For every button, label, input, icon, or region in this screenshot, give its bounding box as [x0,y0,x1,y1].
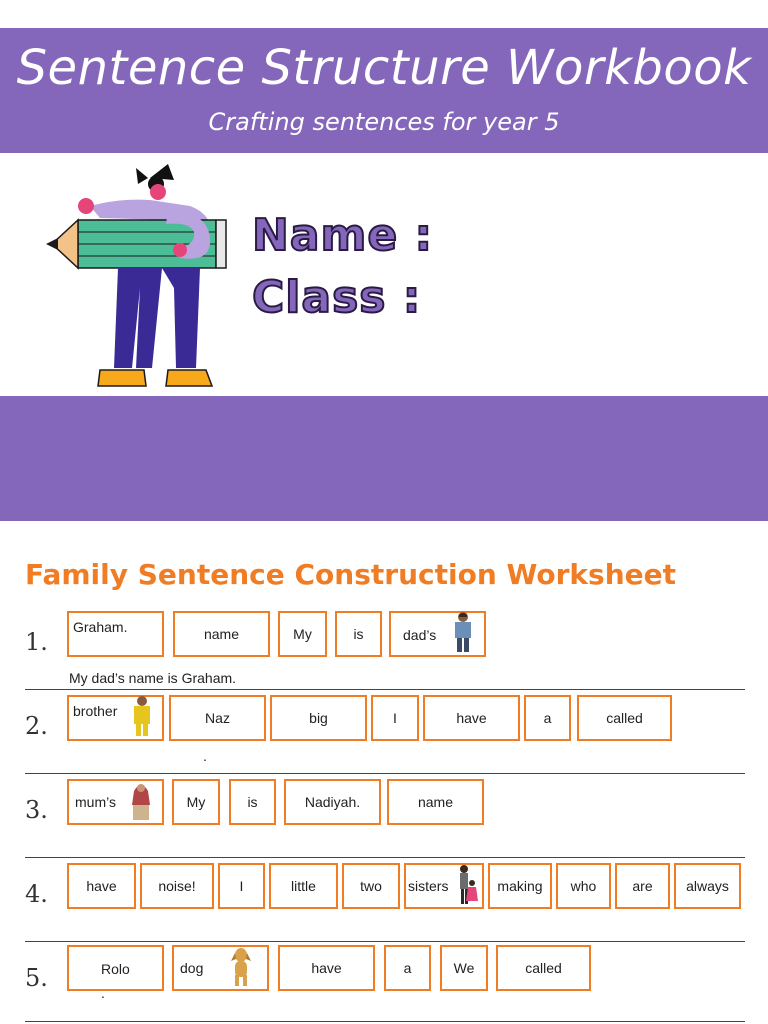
answer-text: . [101,985,105,1001]
word-card[interactable]: making [488,863,552,909]
class-label: Class : [252,272,422,323]
word-card[interactable]: Naz [169,695,266,741]
word-card[interactable]: have [278,945,375,991]
row-number: 3. [25,796,48,824]
word-card[interactable]: Graham. [67,611,164,657]
row-number: 2. [25,712,48,740]
word-card[interactable]: is [335,611,382,657]
word-card[interactable]: name [387,779,484,825]
word-card-with-image[interactable] [172,945,269,991]
header-banner [0,28,768,153]
word-card[interactable]: are [615,863,670,909]
word-card-with-image[interactable] [67,779,164,825]
word-card[interactable]: I [371,695,419,741]
brother-figure-icon [130,695,154,737]
word-card[interactable]: little [269,863,338,909]
word-card[interactable]: We [440,945,488,991]
word-card[interactable]: a [524,695,571,741]
sisters-figure-icon [456,863,478,905]
word-card[interactable]: called [496,945,591,991]
word-card-with-image[interactable] [389,611,486,657]
word-card[interactable]: have [423,695,520,741]
answer-line [25,1021,745,1022]
answer-line [25,941,745,942]
row-number: 1. [25,628,48,656]
word-card-label: sisters [408,878,449,894]
word-card-label: dad’s [403,627,437,643]
word-card-label: dog [180,960,204,976]
girl-with-pencil-illustration [40,158,240,394]
answer-text: . [203,748,207,764]
page-subtitle: Crafting sentences for year 5 [208,108,560,136]
word-card[interactable]: Nadiyah. [284,779,381,825]
word-card[interactable]: Rolo [67,945,164,991]
word-card[interactable]: called [577,695,672,741]
word-card-label: mum’s [75,794,116,810]
word-card[interactable]: noise! [140,863,214,909]
word-card[interactable]: always [674,863,741,909]
word-card[interactable]: a [384,945,431,991]
word-card[interactable]: who [556,863,611,909]
row-number: 5. [25,964,48,992]
page-title: Sentence Structure Workbook [16,40,752,96]
word-card[interactable]: two [342,863,400,909]
lower-banner [0,396,768,521]
worksheet-title: Family Sentence Construction Worksheet [25,558,677,591]
answer-line [25,857,745,858]
word-card[interactable]: I [218,863,265,909]
answer-line [25,689,745,690]
mum-figure-icon [128,779,154,821]
answer-text: My dad’s name is Graham. [69,670,237,686]
row-number: 4. [25,880,48,908]
dog-figure-icon [227,947,255,987]
name-label: Name : [252,210,434,261]
word-card[interactable]: have [67,863,136,909]
word-card-with-image[interactable] [404,863,484,909]
word-card[interactable]: big [270,695,367,741]
word-card-label: brother [73,703,118,719]
word-card-with-image[interactable] [67,695,164,741]
word-card[interactable]: My [278,611,327,657]
answer-line [25,773,745,774]
dad-figure-icon [450,611,476,653]
word-card[interactable]: My [172,779,220,825]
word-card[interactable]: name [173,611,270,657]
word-card[interactable]: is [229,779,276,825]
